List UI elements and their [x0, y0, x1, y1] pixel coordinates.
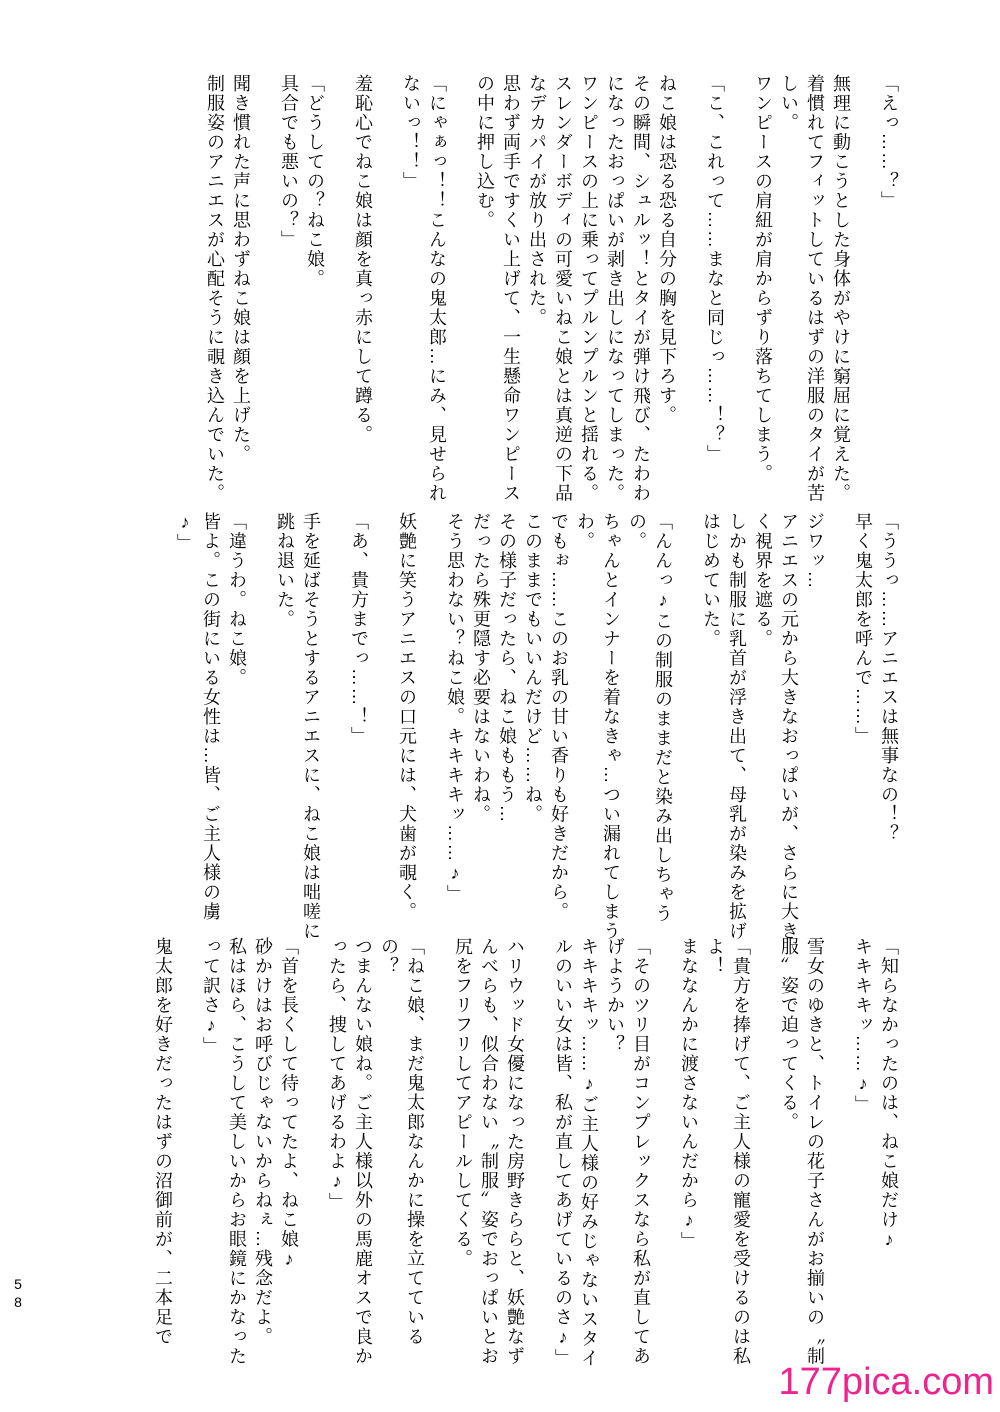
- text-line: 皆よ。この街にいる女性は…皆、ご主人様の虜♪」: [175, 512, 221, 922]
- text-line: ねこ娘は恐る恐る自分の胸を見下ろす。: [657, 74, 677, 425]
- text-line: ジワッ…: [805, 512, 825, 590]
- text-line: 制服姿のアニエスが心配そうに覗き込んでいた。: [205, 74, 225, 503]
- text-line: 早く鬼太郎を呼んで……」: [853, 512, 873, 746]
- text-line: 思わず両手ですくい上げて、一生懸命ワンピースの中に押し込む。: [475, 74, 521, 503]
- text-line: 具合でも悪いの？」: [279, 74, 299, 250]
- text-line: 「そのツリ目がコンプレックスなら私が直してあげようかい？: [605, 937, 651, 1366]
- text-line: 「首を長くして待ってたよ、ねこ娘♪: [279, 937, 299, 1271]
- text-line: ワンピースの上に乗ってプルンプルンと揺れる。: [579, 74, 599, 503]
- text-line: 私はほら、こうして美しいからお眼鏡にかなったって訳さ♪」: [201, 937, 247, 1366]
- text-block-middle: [62, 512, 902, 944]
- text-block-top: [62, 74, 902, 506]
- text-line: ワンピースの肩紐が肩からずり落ちてしまう。: [753, 74, 773, 484]
- text-line: 「あ、貴方までっ……！」: [349, 512, 369, 746]
- text-line: その様子だったら、ねこ娘ももう…: [497, 512, 517, 824]
- text-line: このままでもいいんだけど……ね。: [523, 512, 543, 824]
- text-line: 「違うわ。ねこ娘。: [227, 512, 247, 688]
- text-line: 「知らなかったのは、ねこ娘だけ♪: [879, 937, 899, 1251]
- text-line: まななんかに渡さないんだから♪」: [679, 937, 699, 1251]
- text-block-bottom: [62, 937, 902, 1369]
- text-line: 砂かけはお呼びじゃないからねぇ…残念だよ。: [253, 937, 273, 1347]
- page-number: 58: [10, 1276, 26, 1312]
- text-line: そう思わない？ねこ娘。キキキキッ……♪」: [445, 512, 465, 904]
- text-line: 「ううっ……アニエスは無事なの！？: [879, 512, 899, 844]
- text-line: ハリウッド女優になった房野きららと、妖艶なずんべらも、似合わない〝制服〟姿でおっぱいとお尻をフリフリしてアピールしてくる。: [453, 937, 525, 1366]
- text-line: だったら殊更隠す必要はないわね。: [471, 512, 491, 824]
- text-line: その瞬間、シュルッ！とタイが弾け飛び、たわわになったおっぱいが剥き出しになってしまった。: [605, 74, 651, 503]
- text-line: しかも制服に乳首が浮き出て、母乳が染みを拡げはじめていた。: [701, 512, 747, 941]
- watermark-url: 177pica.com: [778, 1361, 994, 1403]
- text-line: 鬼太郎を好きだったはずの沼御前が、二本足で: [153, 937, 173, 1347]
- text-line: 「貴方を捧げて、ご主人様の寵愛を受けるのは私よ！: [705, 937, 751, 1366]
- text-line: 「こ、これって……まなと同じっ……！？」: [705, 74, 725, 464]
- text-line: 雪女のゆきと、トイレの花子さんがお揃いの〝制服〟姿で迫ってくる。: [779, 937, 825, 1366]
- text-line: 「にゃぁっ！！こんなの鬼太郎…にみ、見せられないっ！！」: [401, 74, 447, 503]
- text-line: アニエスの元から大きなおっぱいが、さらに大きく視界を遮る。: [753, 512, 799, 941]
- text-line: 無理に動こうとした身体がやけに窮屈に覚えた。: [831, 74, 851, 503]
- text-line: でもぉ……このお乳の甘い香りも好きだから。: [549, 512, 569, 922]
- text-line: 「えっ……？」: [879, 74, 899, 211]
- text-line: 「どうしての？ねこ娘。: [305, 74, 325, 289]
- text-line: キキキキッ……♪」: [853, 937, 873, 1115]
- text-line: 着慣れてフィットしているはずの洋服のタイが苦しい。: [779, 74, 825, 503]
- text-line: キキキキッ……♪ご主人様の好みじゃないスタイルのいい女は皆、私が直してあげているのさ♪」: [553, 937, 599, 1368]
- text-line: 羞恥心でねこ娘は顔を真っ赤にして蹲る。: [353, 74, 373, 445]
- text-line: 手を延ばそうとするアニエスに、ねこ娘は咄嗟に跳ね退いた。: [275, 512, 321, 941]
- text-line: 「ねこ娘、まだ鬼太郎なんかに操を立てているの？: [379, 937, 425, 1347]
- text-line: ちゃんとインナーを着なきゃ…つい漏れてしまうわ。: [575, 512, 621, 941]
- text-line: つまんない娘ね。ご主人様以外の馬鹿オスで良かったら、捜してあげるわよ♪」: [327, 937, 373, 1366]
- text-line: 聞き慣れた声に思わずねこ娘は顔を上げた。: [231, 74, 251, 464]
- text-line: 「んんっ♪この制服のままだと染み出しちゃうの。: [627, 512, 673, 924]
- text-line: スレンダーボディの可愛いねこ娘とは真逆の下品なデカパイが放り出された。: [527, 74, 573, 503]
- text-line: 妖艶に笑うアニエスの口元には、犬歯が覗く。: [397, 512, 417, 922]
